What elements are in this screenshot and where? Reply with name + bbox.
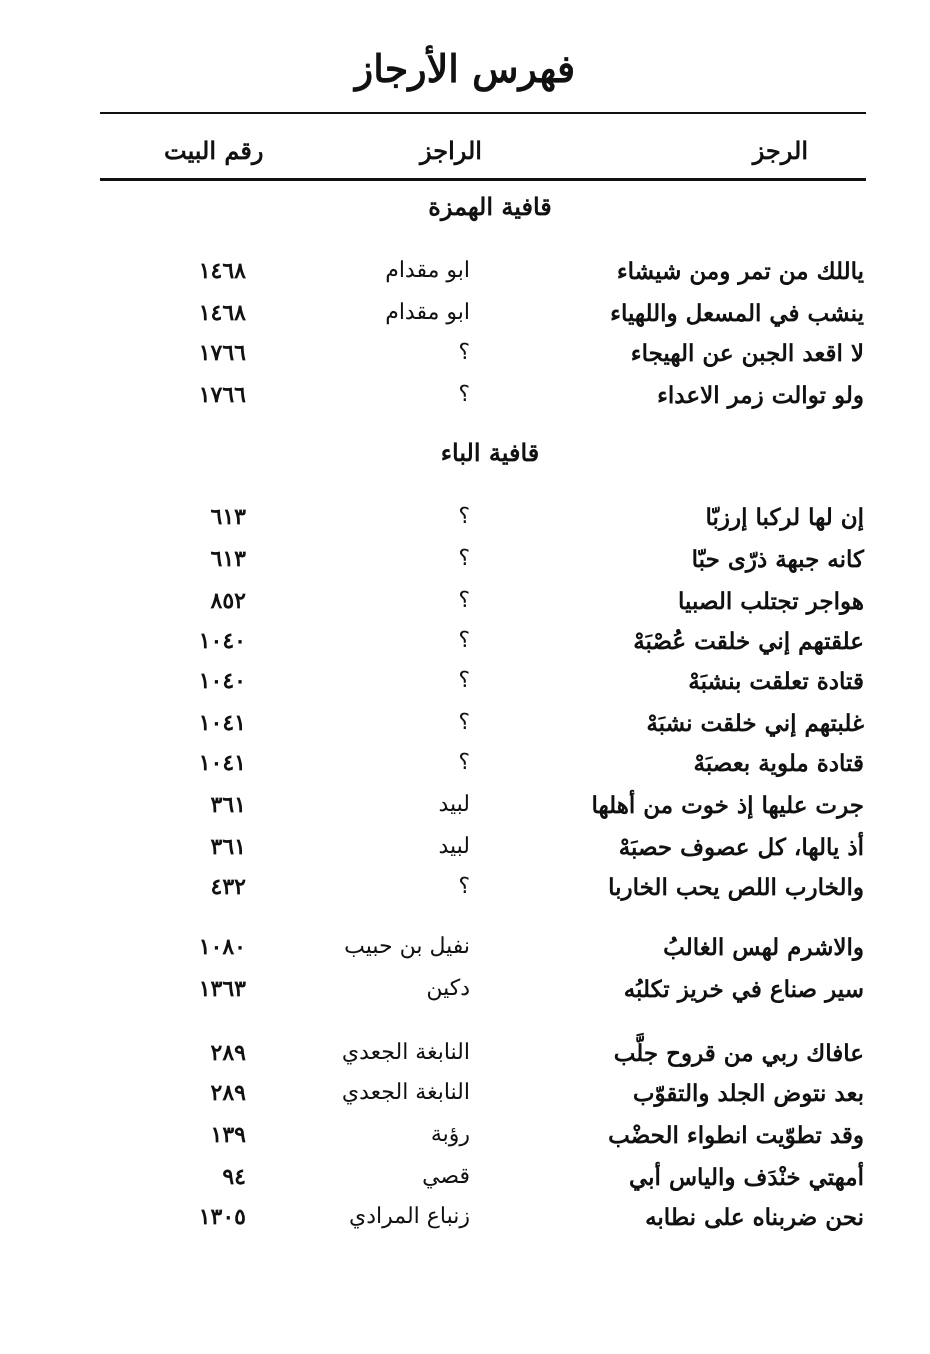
verse-cell: أذ يالها، كل عصوف حصبَهْ [618, 834, 864, 861]
bayt-number-cell: ١٠٤١ [198, 710, 246, 736]
table-row [0, 792, 930, 828]
poet-cell: ؟ [458, 750, 470, 775]
table-row [0, 504, 930, 540]
poet-cell: نفيل بن حبيب [344, 934, 470, 959]
poet-cell: زنباع المرادي [348, 1204, 470, 1229]
table-row [0, 588, 930, 624]
verse-cell: كانه جبهة ذرّى حبّا [691, 546, 864, 573]
bayt-number-cell: ٤٣٢ [210, 874, 246, 900]
table-row [0, 874, 930, 910]
table-row [0, 1204, 930, 1240]
poet-cell: ؟ [458, 668, 470, 693]
column-header-rajaz: الرجز [752, 136, 808, 165]
section-title-hamza: قافية الهمزة [428, 192, 552, 221]
page-title: فهرس الأرجاز [354, 46, 576, 91]
verse-cell: أمهتي خنْدَف والياس أبي [628, 1164, 864, 1191]
bayt-number-cell: ٣٦١ [210, 792, 246, 818]
verse-cell: والاشرم لهس الغالبُ [663, 934, 864, 961]
table-row [0, 710, 930, 746]
verse-cell: ينشب في المسعل واللهياء [610, 300, 864, 327]
poet-cell: ؟ [458, 710, 470, 735]
bayt-number-cell: ٢٨٩ [210, 1080, 246, 1106]
poet-cell: قصي [422, 1164, 470, 1189]
table-row [0, 340, 930, 376]
bayt-number-cell: ١٠٤١ [198, 750, 246, 776]
bayt-number-cell: ١٣٦٣ [198, 976, 246, 1002]
poet-cell: ؟ [458, 504, 470, 529]
verse-cell: قتادة ملوية بعصبَهْ [693, 750, 864, 777]
poet-cell: دكين [426, 976, 470, 1001]
verse-cell: سير صناع في خريز تكلبُه [623, 976, 864, 1003]
poet-cell: ؟ [458, 340, 470, 365]
verse-cell: إن لها لركبا إرزبّا [705, 504, 864, 531]
verse-cell: وقد تطوّيت انطواء الحضْب [608, 1122, 864, 1149]
poet-cell: ؟ [458, 382, 470, 407]
table-row [0, 258, 930, 294]
table-row [0, 1040, 930, 1076]
table-row [0, 750, 930, 786]
table-row [0, 1122, 930, 1158]
verse-cell: بعد نتوض الجلد والتقوّب [632, 1080, 864, 1107]
bayt-number-cell: ٩٤ [222, 1164, 246, 1190]
table-row [0, 834, 930, 870]
table-row [0, 628, 930, 664]
bayt-number-cell: ١٣٩ [210, 1122, 246, 1148]
verse-cell: عافاك ربي من قروح جلَّب [613, 1040, 864, 1067]
bayt-number-cell: ١٤٦٨ [198, 258, 246, 284]
verse-cell: والخارب اللص يحب الخاربا [608, 874, 864, 901]
poet-cell: ؟ [458, 628, 470, 653]
poet-cell: لبيد [438, 792, 470, 817]
poet-cell: النابغة الجعدي [341, 1040, 470, 1065]
bayt-number-cell: ٢٨٩ [210, 1040, 246, 1066]
verse-cell: نحن ضربناه على نطابه [645, 1204, 864, 1231]
column-header-bayt-number: رقم البيت [164, 136, 264, 165]
bayt-number-cell: ١٣٠٥ [198, 1204, 246, 1230]
column-header-raajiz: الراجز [420, 136, 482, 165]
verse-cell: غلبتهم إني خلقت نشبَهْ [646, 710, 864, 737]
poet-cell: ابو مقدام [385, 300, 470, 325]
table-row [0, 934, 930, 970]
table-row [0, 1080, 930, 1116]
table-row [0, 546, 930, 582]
poet-cell: ؟ [458, 588, 470, 613]
poet-cell: ؟ [458, 546, 470, 571]
table-row [0, 300, 930, 336]
verse-cell: علقتهم إني خلقت عُصْبَهْ [633, 628, 864, 655]
table-row [0, 668, 930, 704]
poet-cell: لبيد [438, 834, 470, 859]
poet-cell: ؟ [458, 874, 470, 899]
bayt-number-cell: ١٤٦٨ [198, 300, 246, 326]
poet-cell: ابو مقدام [385, 258, 470, 283]
table-row [0, 382, 930, 418]
bayt-number-cell: ٦١٣ [210, 546, 246, 572]
bayt-number-cell: ١٠٨٠ [198, 934, 246, 960]
verse-cell: جرت عليها إذ خوت من أهلها [591, 792, 864, 819]
verse-cell: هواجر تجتلب الصبيا [678, 588, 864, 615]
verse-cell: قتادة تعلقت بنشبَهْ [688, 668, 864, 695]
top-rule [100, 112, 866, 114]
bayt-number-cell: ١٠٤٠ [198, 668, 246, 694]
verse-cell: لا اقعد الجبن عن الهيجاء [630, 340, 864, 367]
table-row [0, 1164, 930, 1200]
header-rule [100, 178, 866, 181]
verse-cell: ياللك من تمر ومن شيشاء [616, 258, 864, 285]
poet-cell: رؤبة [430, 1122, 470, 1147]
verse-cell: ولو توالت زمر الاعداء [657, 382, 864, 409]
bayt-number-cell: ١٧٦٦ [198, 382, 246, 408]
table-row [0, 976, 930, 1012]
bayt-number-cell: ١٠٤٠ [198, 628, 246, 654]
poet-cell: النابغة الجعدي [341, 1080, 470, 1105]
bayt-number-cell: ٨٥٢ [210, 588, 246, 614]
bayt-number-cell: ١٧٦٦ [198, 340, 246, 366]
section-title-baa: قافية الباء [440, 438, 540, 467]
bayt-number-cell: ٦١٣ [210, 504, 246, 530]
bayt-number-cell: ٣٦١ [210, 834, 246, 860]
